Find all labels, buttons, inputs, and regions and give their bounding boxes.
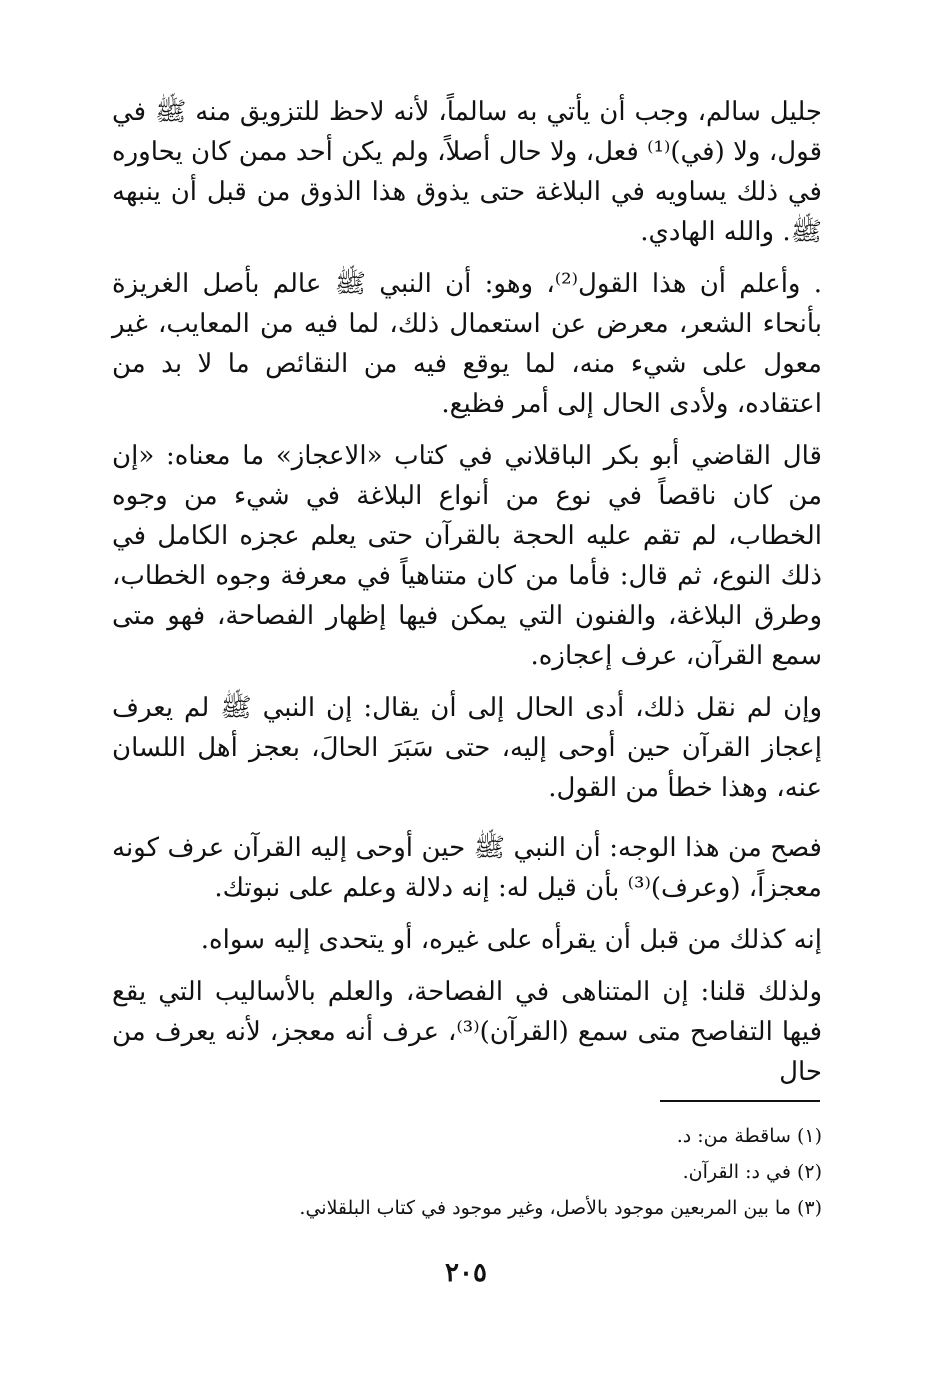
paragraph-5: فصح من هذا الوجه: أن النبي ﷺ حين أوحى إليه القرآن عرف كونه معجزاً، (وعرف)⁽³⁾ بأن قيل له: إنه دلالة وعلم على نبوتك. bbox=[112, 833, 822, 903]
footnote-1: (١) ساقطة من: د. bbox=[676, 1125, 822, 1147]
footnote-3: (٣) ما بين المربعين موجود بالأصل، وغير موجود في كتاب البلقلاني. bbox=[299, 1197, 822, 1219]
footnote-2: (٢) في د: القرآن. bbox=[682, 1161, 822, 1183]
paragraph-2: . وأعلم أن هذا القول⁽²⁾، وهو: أن النبي ﷺ عالم بأصل الغريزة بأنحاء الشعر، معرض عن استعمال ذلك، لما فيه من المعايب، غير معول على شيء منه، لما يوقع فيه من النقائص ما لا بد من اعتقاده، ولأدى الحال إلى أمر فظيع. bbox=[112, 269, 822, 419]
paragraph-6: إنه كذلك من قبل أن يقرأه على غيره، أو يتحدى إليه سواه. bbox=[200, 925, 822, 955]
paragraph-1: جليل سالم، وجب أن يأتي به سالماً، لأنه لاحظ للتزويق منه ﷺ في قول، ولا (في)⁽¹⁾ فعل، ولا حال أصلاً، ولم يكن أحد ممن كان يحاوره في ذلك يساويه في البلاغة حتى يذوق هذا الذوق من قبل أن ينبهه ﷺ. والله الهادي. bbox=[112, 97, 823, 247]
page-number: ٢٠٥ bbox=[445, 1258, 487, 1288]
footnote-divider bbox=[660, 1100, 820, 1102]
main-text bbox=[112, 92, 822, 1104]
footnotes bbox=[112, 1118, 822, 1226]
paragraph-7: ولذلك قلنا: إن المتناهى في الفصاحة، والعلم بالأساليب التي يقع فيها التفاصح متى سمع (القرآن)⁽³⁾، عرف أنه معجز، لأنه يعرف من حال bbox=[112, 977, 822, 1087]
paragraph-4: وإن لم نقل ذلك، أدى الحال إلى أن يقال: إن النبي ﷺ لم يعرف إعجاز القرآن حين أوحى إليه، حتى سَبَرَ الحالَ، بعجز أهل اللسان عنه، وهذا خطأ من القول. bbox=[112, 693, 822, 803]
paragraph-3: قال القاضي أبو بكر الباقلاني في كتاب «الاعجاز» ما معناه: «إن من كان ناقصاً في نوع من أنواع البلاغة في شيء من وجوه الخطاب، لم تقم عليه الحجة بالقرآن حتى يعلم عجزه الكامل في ذلك النوع، ثم قال: فأما من كان متناهياً في معرفة وجوه الخطاب، وطرق البلاغة، والفنون التي يمكن فيها إظهار الفصاحة، فهو متى سمع القرآن، عرف إعجازه. bbox=[112, 441, 822, 671]
